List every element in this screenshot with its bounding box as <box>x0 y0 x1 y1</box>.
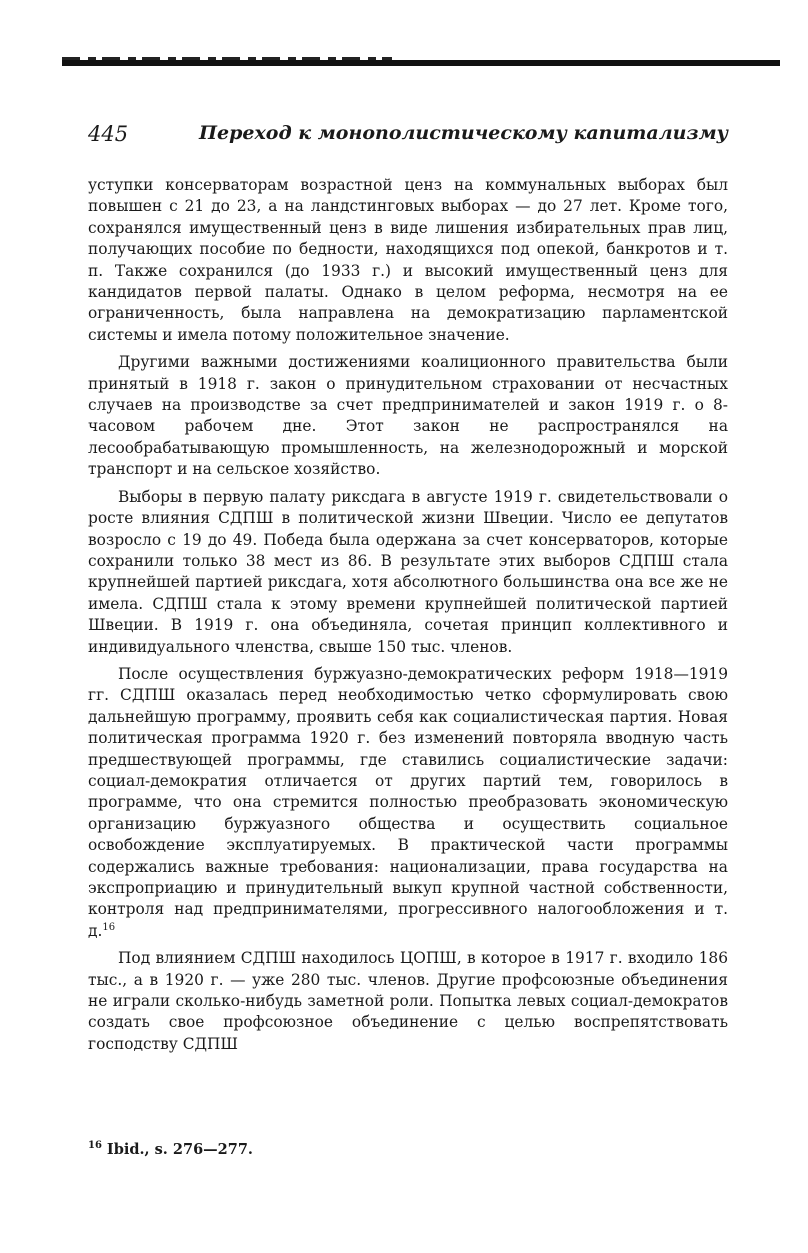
paragraph-4 <box>88 664 728 942</box>
top-rule <box>62 60 780 66</box>
page-header <box>88 122 728 152</box>
footnote-text: Ibid., s. 276—277. <box>106 1140 253 1158</box>
paragraph-3: Выборы в первую палату риксдага в августе 1919 г. свидетельствовали о росте влияния СДПШ в политической жизни Швеции. Число ее депутатов возросло с 19 до 49. Победа была одержана за счет консерваторов, которые сохранили только 38 мест из 86. В результате этих выборов СДПШ стала крупнейшей партией риксдага, хотя абсолютного большинства она все же не имела. СДПШ стала к этому времени крупнейшей политической партией Швеции. В 1919 г. она объединяла, сочетая принцип коллективного и индивидуального членства, свыше 150 тыс. членов. <box>88 487 728 656</box>
page-number: 445 <box>88 122 129 146</box>
paragraph-2: Другими важными достижениями коалиционного правительства были принятый в 1918 г. закон о принудительном страховании от несчастных случаев на производстве за счет предпринимателей и закон 1919 г. о 8-часовом рабочем дне. Этот закон не распространялся на лесообрабатывающую промышленность, на железнодорожный и морской транспорт и на сельское хозяйство. <box>88 353 728 479</box>
paragraph-5: Под влиянием СДПШ находилось ЦОПШ, в которое в 1917 г. входило 186 тыс., а в 1920 г. — уже 280 тыс. членов. Другие профсоюзные объединения не играли сколько-нибудь заметной роли. Попытка левых социал-демократов создать свое профсоюзное объединение с целью воспрепятствовать господству СДПШ <box>88 949 728 1053</box>
footnote <box>88 1140 728 1158</box>
footnote-reference: 16 <box>102 921 116 933</box>
paragraph-4-text: После осуществления буржуазно-демократических реформ 1918—1919 гг. СДПШ оказалась перед необходимостью четко сформулировать свою дальнейшую программу, проявить себя как социалистическая партия. Новая политическая программа 1920 г. без изменений повторяла вводную часть предшествующей программы, где ставились социалистические задачи: социал-демократия отличается от других партий тем, говорилось в программе, что она стремится полностью преобразовать экономическую организацию буржуазного общества и осуществить социальное освобождение эксплуатируемых. В практической части программы содержались важные требования: национализации, права государства на экспроприацию и принудительный выкуп крупной частной собственности, контроля над предпринимателями, прогрессивного налогообложения и т. д. <box>88 664 728 940</box>
body-text <box>88 175 728 1061</box>
paragraph-1: уступки консерваторам возрастной ценз на коммунальных выборах был повышен с 21 до 23, а на ландстинговых выборах — до 27 лет. Кроме того, сохранялся имущественный ценз в виде лишения избирательных прав лиц, получающих пособие по бедности, находящихся под опекой, банкротов и т. п. Также сохранился (до 1933 г.) и высокий имущественный ценз для кандидатов первой палаты. Однако в целом реформа, несмотря на ее ограниченность, была направлена на демократизацию парламентской системы и имела потому положительное значение. <box>88 176 728 344</box>
running-title: Переход к монополистическому капитализму <box>199 122 728 144</box>
footnote-mark: 16 <box>88 1140 102 1151</box>
